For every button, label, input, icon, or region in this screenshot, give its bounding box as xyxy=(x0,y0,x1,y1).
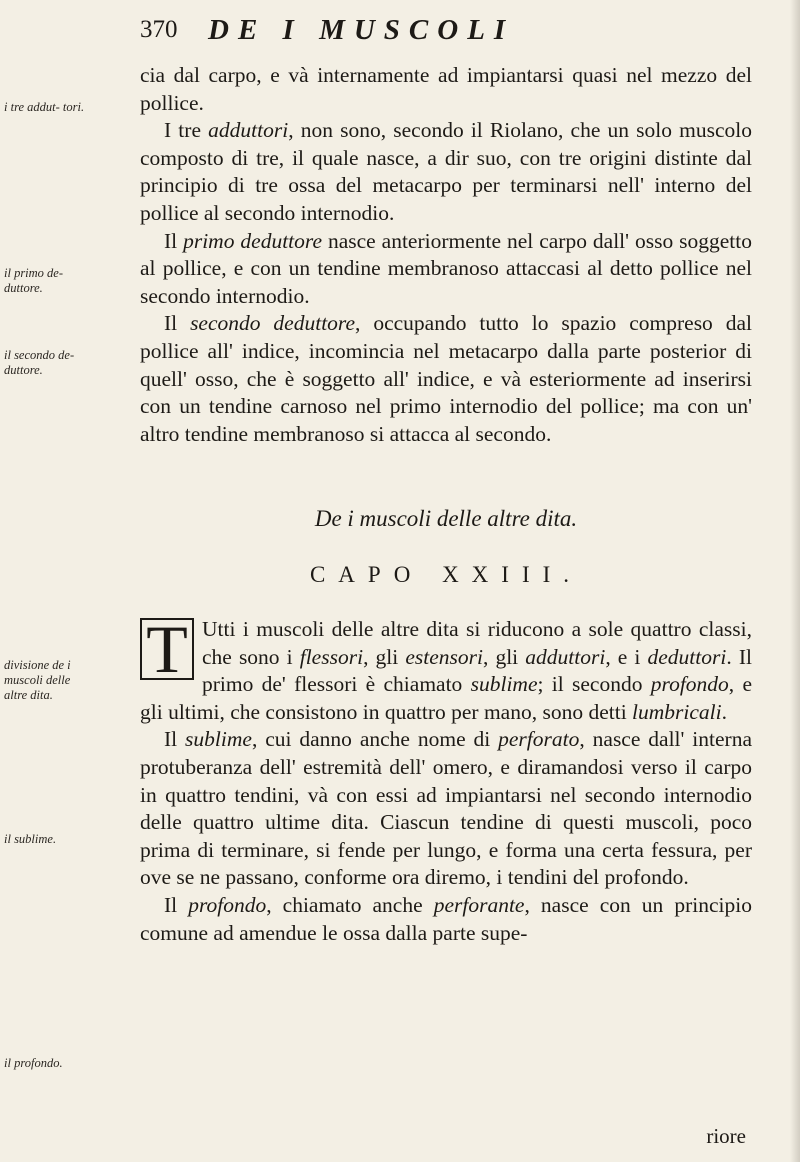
catchword: riore xyxy=(706,1124,746,1148)
chapter-title: CAPO XXIII. xyxy=(309,562,583,587)
text-block-bottom xyxy=(140,611,753,947)
term-perforato: perforato xyxy=(498,727,580,752)
text-span: nasce anteriormente nel carpo dall' osso soggetto al pollice, e con un tendine membranoso attaccasi al detto pollice nel secondo internodio. xyxy=(140,228,753,308)
term-profondo: profondo xyxy=(650,672,729,697)
term-secondo-deduttore: secondo deduttore xyxy=(190,311,356,336)
paragraph-secondo-deduttore xyxy=(140,310,752,448)
running-head xyxy=(140,10,700,58)
text-span: Il xyxy=(164,228,184,253)
text-span: ; il secondo xyxy=(537,672,651,697)
margin-note-profondo: il profondo. xyxy=(4,1056,63,1070)
margin-note-divisione: divisione de i muscoli delle altre dita. xyxy=(4,658,71,702)
text-span: , gli xyxy=(482,644,526,669)
page-number: 370 xyxy=(140,16,178,43)
paragraph-divisione xyxy=(140,611,753,726)
paragraph-sublime xyxy=(140,726,752,892)
drop-cap: T xyxy=(140,618,194,680)
term-lumbricali: lumbricali xyxy=(632,699,722,724)
text-span: Il xyxy=(164,727,186,752)
term-adduttori: adduttori xyxy=(208,118,289,143)
text-block-top xyxy=(140,62,752,448)
text-span: , gli xyxy=(363,644,406,669)
text-span: I tre xyxy=(164,118,209,143)
term-primo-deduttore: primo deduttore xyxy=(183,228,323,253)
text-span: . xyxy=(721,699,728,724)
paragraph-adduttori xyxy=(140,117,752,227)
text-span: Il xyxy=(164,892,189,917)
paragraph-profondo xyxy=(140,892,752,947)
text-span: , e i xyxy=(605,644,648,669)
term-perforante: perforante xyxy=(433,892,525,917)
running-title: DE I MUSCOLI xyxy=(208,14,515,46)
text-span: , nasce dall' interna protuberanza dell' estremità dell' omero, e diramandosi verso il carpo in quattro tendini, và con essi ad impiantarsi nel secondo internodio delle quattro ultime dita. Ciascun tendine di questi muscoli, poco prima di terminare, si fende per lungo, e forma una certa fessura, per ove se ne passano, conforme ora diremo, i tendini del profondo. xyxy=(140,727,752,890)
term-deduttori: deduttori xyxy=(647,644,727,669)
term-estensori: estensori xyxy=(405,644,483,669)
margin-note-primo-deduttore: il primo de- duttore. xyxy=(4,266,64,295)
page-edge-shadow xyxy=(790,0,800,1162)
section-title: De i muscoli delle altre dita. xyxy=(314,506,578,531)
term-sublime: sublime xyxy=(185,727,252,752)
text-span: , e gli ultimi, che consistono in quattro per mano, sono detti xyxy=(140,672,753,724)
text-span: . Il primo de' flessori è chiamato xyxy=(202,644,752,697)
text-span: Il xyxy=(164,311,191,336)
text-span: , nasce con un principio comune ad amendue le ossa dalla parte supe- xyxy=(140,892,752,945)
text-span: , occupando tutto lo spazio compreso dal pollice all' indice, incomincia nel metacarpo dalla parte posterior di quell' osso, che è soggetto all' indice, e và esteriormente ad inserirsi con un tendine carnoso nel primo internodio del pollice; ma con un' altro tendine membranoso si attacca al secondo. xyxy=(140,311,752,446)
term-profondo: profondo xyxy=(188,892,267,917)
paragraph-intro: cia dal carpo, e và internamente ad impiantarsi quasi nel mezzo del pollice. xyxy=(140,63,752,115)
paragraph-primo-deduttore xyxy=(140,228,752,311)
margin-note-secondo-deduttore: il secondo de- duttore. xyxy=(4,348,75,377)
term-sublime: sublime xyxy=(470,672,538,697)
text-span: Utti i muscoli delle altre dita si riducono a sole quattro classi, che sono i xyxy=(202,617,752,669)
margin-note-adduttori: i tre addut- tori. xyxy=(4,100,85,114)
text-span: , cui danno anche nome di xyxy=(251,727,499,752)
term-adduttori: adduttori xyxy=(525,644,606,669)
text-span: , non sono, secondo il Riolano, che un solo muscolo composto di tre, il quale nasce, a dir suo, con tre origini distinte dal principio di tre ossa del metacarpo per terminarsi nell' interno del pollice al secondo internodio. xyxy=(140,118,752,225)
margin-note-sublime: il sublime. xyxy=(4,832,57,846)
text-span: , chiamato anche xyxy=(266,892,434,917)
term-flessori: flessori xyxy=(299,644,364,669)
